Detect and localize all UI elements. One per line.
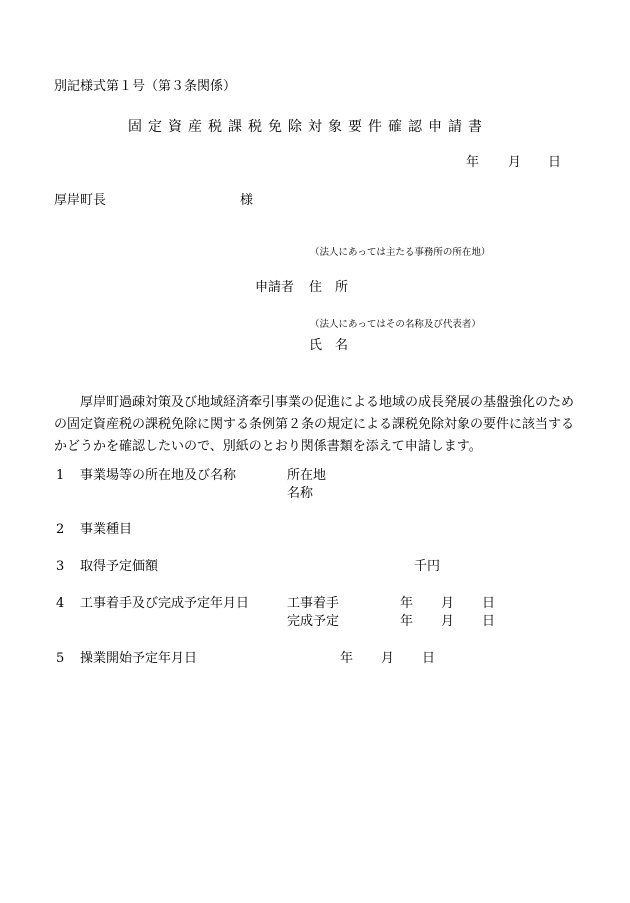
item-label-business-type: 事業種目	[80, 522, 133, 537]
applicant-address-label: 住 所	[309, 280, 349, 295]
item-label-location: 事業場等の所在地及び名称	[80, 468, 237, 483]
item-label-acquisition-price: 取得予定価額	[80, 559, 159, 574]
addressee-suffix: 様	[240, 193, 254, 208]
item-number: 5	[56, 651, 65, 666]
item-number: 3	[56, 559, 65, 574]
start-day: 日	[482, 596, 496, 611]
item-number: 4	[56, 596, 65, 611]
item-construction-start-label: 工事着手	[287, 596, 340, 611]
applicant-name-label: 氏 名	[309, 338, 349, 353]
applicant-address-note: （法人にあっては主たる事務所の所在地）	[310, 247, 491, 258]
end-day: 日	[482, 614, 496, 629]
op-month: 月	[381, 651, 395, 666]
date-year: 年	[466, 155, 480, 170]
op-year: 年	[340, 651, 354, 666]
item-sub-name: 名称	[287, 486, 314, 501]
item-label-construction-dates: 工事着手及び完成予定年月日	[80, 596, 250, 611]
end-year: 年	[400, 614, 414, 629]
item-sub-address: 所在地	[287, 468, 327, 483]
date-day: 日	[548, 155, 562, 170]
end-month: 月	[441, 614, 455, 629]
date-month: 月	[508, 155, 522, 170]
form-label: 別記様式第１号（第３条関係）	[54, 79, 237, 94]
applicant-name-note: （法人にあってはその名称及び代表者）	[310, 319, 481, 330]
addressee-name: 厚岸町長	[54, 193, 107, 208]
applicant-label: 申請者	[255, 280, 295, 295]
item-number: 2	[56, 522, 65, 537]
item-completion-label: 完成予定	[287, 614, 340, 629]
start-month: 月	[441, 596, 455, 611]
document-title: 固定資産税課税免除対象要件確認申請書	[128, 119, 488, 135]
item-label-operation-start: 操業開始予定年月日	[80, 651, 198, 666]
op-day: 日	[422, 651, 436, 666]
item-number: 1	[56, 468, 65, 483]
start-year: 年	[400, 596, 414, 611]
application-body-text: 厚岸町過疎対策及び地域経済牽引事業の促進による地域の成長発展の基盤強化のための固定資産税の課税免除に関する条例第２条の規定による課税免除対象の要件に該当するかどうかを確認したいので、別紙のとおり関係書類を添えて申請します。	[54, 395, 575, 454]
item-unit-thousand-yen: 千円	[414, 559, 441, 574]
